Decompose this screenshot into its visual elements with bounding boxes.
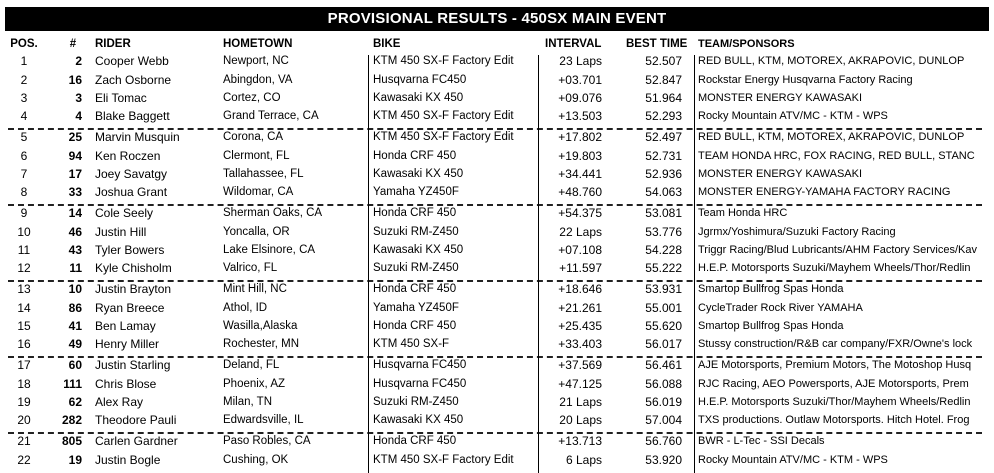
row-rider: Kyle Chisholm bbox=[95, 261, 172, 275]
row-best-time: 56.760 bbox=[645, 434, 682, 448]
row-bike: Yamaha YZ450F bbox=[373, 186, 459, 198]
row-rider: Justin Bogle bbox=[95, 453, 161, 467]
row-number: 94 bbox=[68, 149, 82, 163]
row-pos: 14 bbox=[17, 301, 31, 315]
row-pos: 6 bbox=[20, 149, 28, 163]
row-hometown: Milan, TN bbox=[223, 396, 272, 408]
row-interval: +13.713 bbox=[558, 434, 602, 448]
table-row bbox=[0, 128, 994, 147]
row-interval: +18.646 bbox=[558, 282, 602, 296]
row-rider: Ben Lamay bbox=[95, 319, 156, 333]
table-row bbox=[0, 183, 994, 202]
row-pos: 13 bbox=[17, 282, 31, 296]
row-pos: 15 bbox=[17, 319, 31, 333]
row-pos: 12 bbox=[17, 261, 31, 275]
row-pos: 3 bbox=[20, 91, 28, 105]
row-team: Rocky Mountain ATV/MC - KTM - WPS bbox=[698, 454, 888, 466]
row-bike: Kawasaki KX 450 bbox=[373, 244, 464, 256]
row-rider: Justin Brayton bbox=[95, 282, 172, 296]
row-rider: Tyler Bowers bbox=[95, 243, 165, 257]
row-interval: +33.403 bbox=[558, 337, 602, 351]
table-row bbox=[0, 451, 994, 470]
row-pos: 7 bbox=[20, 167, 28, 181]
row-bike: Husqvarna FC450 bbox=[373, 359, 467, 371]
row-rider: Chris Blose bbox=[95, 377, 157, 391]
row-bike: Honda CRF 450 bbox=[373, 320, 457, 332]
row-rider: Justin Starling bbox=[95, 358, 171, 372]
table-row bbox=[0, 299, 994, 318]
row-interval: +37.569 bbox=[558, 358, 602, 372]
row-hometown: Grand Terrace, CA bbox=[223, 110, 319, 122]
row-number: 805 bbox=[61, 434, 82, 448]
row-bike: Kawasaki KX 450 bbox=[373, 168, 464, 180]
row-team: Smartop Bullfrog Spas Honda bbox=[698, 283, 844, 295]
row-hometown: Abingdon, VA bbox=[223, 74, 293, 86]
row-interval: +34.441 bbox=[558, 167, 602, 181]
table-row bbox=[0, 89, 994, 108]
row-rider: Marvin Musquin bbox=[95, 130, 180, 144]
row-team: Jgrmx/Yoshimura/Suzuki Factory Racing bbox=[698, 226, 896, 238]
header-num: # bbox=[69, 38, 77, 50]
row-hometown: Rochester, MN bbox=[223, 338, 300, 350]
row-hometown: Mint Hill, NC bbox=[223, 283, 287, 295]
row-pos: 1 bbox=[20, 54, 28, 68]
row-hometown: Valrico, FL bbox=[223, 262, 278, 274]
row-rider: Ken Roczen bbox=[95, 149, 161, 163]
row-best-time: 52.507 bbox=[645, 54, 682, 68]
row-interval: +13.503 bbox=[558, 109, 602, 123]
row-number: 10 bbox=[68, 282, 82, 296]
row-best-time: 52.847 bbox=[645, 73, 682, 87]
row-interval: 22 Laps bbox=[559, 225, 602, 239]
row-pos: 21 bbox=[17, 434, 31, 448]
row-interval: +21.261 bbox=[558, 301, 602, 315]
row-interval: +07.108 bbox=[558, 243, 602, 257]
row-pos: 20 bbox=[17, 413, 31, 427]
row-rider: Alex Ray bbox=[95, 395, 144, 409]
table-row bbox=[0, 147, 994, 166]
table-row bbox=[0, 165, 994, 184]
table-row bbox=[0, 223, 994, 242]
row-team: Team Honda HRC bbox=[698, 207, 788, 219]
row-number: 111 bbox=[63, 377, 82, 391]
row-team: RED BULL, KTM, MOTOREX, AKRAPOVIC, DUNLOP bbox=[698, 131, 965, 143]
group-separator bbox=[8, 128, 982, 130]
row-pos: 5 bbox=[20, 130, 28, 144]
row-interval: 23 Laps bbox=[559, 54, 602, 68]
row-bike: KTM 450 SX-F bbox=[373, 338, 450, 350]
row-number: 62 bbox=[68, 395, 82, 409]
row-rider: Henry Miller bbox=[95, 337, 160, 351]
row-bike: KTM 450 SX-F Factory Edit bbox=[373, 131, 514, 143]
row-rider: Blake Baggett bbox=[95, 109, 170, 123]
row-pos: 10 bbox=[17, 225, 31, 239]
column-rule bbox=[368, 55, 369, 473]
row-number: 2 bbox=[75, 54, 82, 68]
row-rider: Joey Savatgy bbox=[95, 167, 168, 181]
results-title: PROVISIONAL RESULTS - 450SX MAIN EVENT bbox=[5, 7, 989, 31]
row-number: 3 bbox=[75, 91, 82, 105]
group-separator bbox=[8, 204, 982, 206]
row-number: 41 bbox=[68, 319, 82, 333]
row-bike: Suzuki RM-Z450 bbox=[373, 226, 459, 238]
row-team: RJC Racing, AEO Powersports, AJE Motorsports, Prem bbox=[698, 378, 969, 390]
row-hometown: Cortez, CO bbox=[223, 92, 281, 104]
row-team: Stussy construction/R&B car company/FXR/Owne's lock bbox=[698, 338, 973, 350]
row-best-time: 55.222 bbox=[645, 261, 682, 275]
row-pos: 2 bbox=[20, 73, 28, 87]
row-bike: Kawasaki KX 450 bbox=[373, 414, 464, 426]
row-number: 14 bbox=[68, 206, 82, 220]
row-hometown: Tallahassee, FL bbox=[223, 168, 304, 180]
row-interval: 21 Laps bbox=[559, 395, 602, 409]
row-interval: 20 Laps bbox=[559, 413, 602, 427]
header-bike: BIKE bbox=[373, 38, 401, 50]
row-team: H.E.P. Motorsports Suzuki/Thor/Mayhem Wheels/Redlin bbox=[698, 396, 971, 408]
row-number: 4 bbox=[75, 109, 82, 123]
group-separator bbox=[8, 356, 982, 358]
row-best-time: 52.497 bbox=[645, 130, 682, 144]
row-number: 17 bbox=[68, 167, 82, 181]
table-row bbox=[0, 71, 994, 90]
row-rider: Theodore Pauli bbox=[95, 413, 177, 427]
row-pos: 8 bbox=[20, 185, 28, 199]
row-number: 16 bbox=[68, 73, 82, 87]
row-bike: Honda CRF 450 bbox=[373, 435, 457, 447]
row-interval: 6 Laps bbox=[565, 453, 602, 467]
row-rider: Zach Osborne bbox=[95, 73, 172, 87]
row-bike: KTM 450 SX-F Factory Edit bbox=[373, 55, 514, 67]
row-team: Triggr Racing/Blud Lubricants/AHM Factory Services/Kav bbox=[698, 244, 977, 256]
row-number: 11 bbox=[69, 261, 82, 275]
row-team: AJE Motorsports, Premium Motors, The Motoshop Husq bbox=[698, 359, 972, 371]
row-best-time: 52.731 bbox=[645, 149, 682, 163]
row-rider: Ryan Breece bbox=[95, 301, 165, 315]
row-best-time: 57.004 bbox=[645, 413, 682, 427]
header-rider: RIDER bbox=[95, 38, 131, 50]
row-best-time: 53.081 bbox=[645, 206, 682, 220]
row-team: CycleTrader Rock River YAMAHA bbox=[698, 302, 863, 314]
row-best-time: 54.063 bbox=[645, 185, 682, 199]
row-bike: KTM 450 SX-F Factory Edit bbox=[373, 454, 514, 466]
row-pos: 16 bbox=[17, 337, 31, 351]
row-pos: 19 bbox=[17, 395, 31, 409]
row-hometown: Yoncalla, OR bbox=[223, 226, 290, 238]
row-best-time: 52.936 bbox=[645, 167, 682, 181]
row-team: MONSTER ENERGY KAWASAKI bbox=[698, 168, 863, 180]
row-hometown: Athol, ID bbox=[223, 302, 268, 314]
row-best-time: 53.920 bbox=[645, 453, 682, 467]
row-number: 46 bbox=[68, 225, 82, 239]
table-row bbox=[0, 335, 994, 354]
row-hometown: Edwardsville, IL bbox=[223, 414, 304, 426]
row-team: Rocky Mountain ATV/MC - KTM - WPS bbox=[698, 110, 888, 122]
row-hometown: Wasilla,Alaska bbox=[223, 320, 298, 332]
row-bike: Honda CRF 450 bbox=[373, 283, 457, 295]
row-interval: +54.375 bbox=[558, 206, 602, 220]
row-best-time: 54.228 bbox=[645, 243, 682, 257]
group-separator bbox=[8, 280, 982, 282]
row-interval: +11.597 bbox=[559, 261, 602, 275]
row-interval: +25.435 bbox=[558, 319, 602, 333]
row-number: 43 bbox=[68, 243, 82, 257]
row-team: MONSTER ENERGY-YAMAHA FACTORY RACING bbox=[698, 186, 951, 198]
row-pos: 4 bbox=[20, 109, 28, 123]
row-hometown: Lake Elsinore, CA bbox=[223, 244, 316, 256]
row-hometown: Cushing, OK bbox=[223, 454, 289, 466]
row-team: Rockstar Energy Husqvarna Factory Racing bbox=[698, 74, 913, 86]
table-row bbox=[0, 52, 994, 71]
row-best-time: 53.931 bbox=[645, 282, 682, 296]
row-rider: Cole Seely bbox=[95, 206, 154, 220]
row-bike: Kawasaki KX 450 bbox=[373, 92, 464, 104]
row-bike: Husqvarna FC450 bbox=[373, 378, 467, 390]
row-pos: 11 bbox=[17, 243, 31, 257]
header-team: TEAM/SPONSORS bbox=[698, 38, 795, 50]
row-best-time: 56.088 bbox=[645, 377, 682, 391]
row-interval: +09.076 bbox=[558, 91, 602, 105]
row-number: 86 bbox=[68, 301, 82, 315]
row-team: H.E.P. Motorsports Suzuki/Mayhem Wheels/Thor/Redlin bbox=[698, 262, 971, 274]
row-team: BWR - L-Tec - SSI Decals bbox=[698, 435, 825, 447]
row-pos: 9 bbox=[20, 206, 28, 220]
row-best-time: 52.293 bbox=[645, 109, 682, 123]
table-row bbox=[0, 393, 994, 412]
row-hometown: Sherman Oaks, CA bbox=[223, 207, 323, 219]
table-row bbox=[0, 241, 994, 260]
row-best-time: 51.964 bbox=[645, 91, 682, 105]
row-hometown: Wildomar, CA bbox=[223, 186, 294, 198]
row-rider: Joshua Grant bbox=[95, 185, 168, 199]
row-team: TEAM HONDA HRC, FOX RACING, RED BULL, STANC bbox=[698, 150, 975, 162]
header-pos: POS. bbox=[10, 38, 38, 50]
row-number: 282 bbox=[61, 413, 82, 427]
row-bike: Honda CRF 450 bbox=[373, 150, 457, 162]
header-hometown: HOMETOWN bbox=[223, 38, 293, 50]
row-hometown: Paso Robles, CA bbox=[223, 435, 311, 447]
row-pos: 17 bbox=[17, 358, 31, 372]
row-interval: +19.803 bbox=[558, 149, 602, 163]
row-rider: Justin Hill bbox=[95, 225, 147, 239]
row-pos: 18 bbox=[17, 377, 31, 391]
row-pos: 22 bbox=[17, 453, 31, 467]
table-row bbox=[0, 411, 994, 430]
row-bike: Suzuki RM-Z450 bbox=[373, 396, 459, 408]
row-bike: Honda CRF 450 bbox=[373, 207, 457, 219]
table-row bbox=[0, 259, 994, 278]
header-interval: INTERVAL bbox=[545, 38, 602, 50]
row-interval: +03.701 bbox=[558, 73, 602, 87]
row-number: 19 bbox=[68, 453, 82, 467]
row-hometown: Corona, CA bbox=[223, 131, 284, 143]
row-hometown: Phoenix, AZ bbox=[223, 378, 286, 390]
group-separator bbox=[8, 432, 982, 434]
table-row bbox=[0, 204, 994, 223]
row-interval: +17.802 bbox=[558, 130, 602, 144]
row-number: 33 bbox=[68, 185, 82, 199]
row-best-time: 55.001 bbox=[645, 301, 682, 315]
table-row bbox=[0, 107, 994, 126]
row-bike: Suzuki RM-Z450 bbox=[373, 262, 459, 274]
table-row bbox=[0, 432, 994, 451]
row-best-time: 53.776 bbox=[645, 225, 682, 239]
column-rule bbox=[694, 55, 695, 473]
row-rider: Carlen Gardner bbox=[95, 434, 178, 448]
table-row bbox=[0, 280, 994, 299]
row-best-time: 56.461 bbox=[645, 358, 682, 372]
row-hometown: Clermont, FL bbox=[223, 150, 290, 162]
row-number: 49 bbox=[68, 337, 82, 351]
row-interval: +48.760 bbox=[558, 185, 602, 199]
row-bike: Yamaha YZ450F bbox=[373, 302, 459, 314]
row-hometown: Newport, NC bbox=[223, 55, 289, 67]
row-hometown: Deland, FL bbox=[223, 359, 280, 371]
table-row bbox=[0, 317, 994, 336]
row-number: 60 bbox=[68, 358, 82, 372]
column-rule bbox=[538, 55, 539, 473]
row-interval: +47.125 bbox=[558, 377, 602, 391]
row-rider: Cooper Webb bbox=[95, 54, 169, 68]
row-bike: KTM 450 SX-F Factory Edit bbox=[373, 110, 514, 122]
row-bike: Husqvarna FC450 bbox=[373, 74, 467, 86]
row-best-time: 55.620 bbox=[645, 319, 682, 333]
row-best-time: 56.017 bbox=[645, 337, 682, 351]
row-team: RED BULL, KTM, MOTOREX, AKRAPOVIC, DUNLOP bbox=[698, 55, 965, 67]
header-best-time: BEST TIME bbox=[626, 38, 688, 50]
row-team: Smartop Bullfrog Spas Honda bbox=[698, 320, 844, 332]
row-team: TXS productions. Outlaw Motorsports. Hitch Hotel. Frog bbox=[698, 414, 970, 426]
table-row bbox=[0, 356, 994, 375]
row-number: 25 bbox=[68, 130, 82, 144]
row-best-time: 56.019 bbox=[645, 395, 682, 409]
row-team: MONSTER ENERGY KAWASAKI bbox=[698, 92, 863, 104]
row-rider: Eli Tomac bbox=[95, 91, 147, 105]
table-row bbox=[0, 375, 994, 394]
